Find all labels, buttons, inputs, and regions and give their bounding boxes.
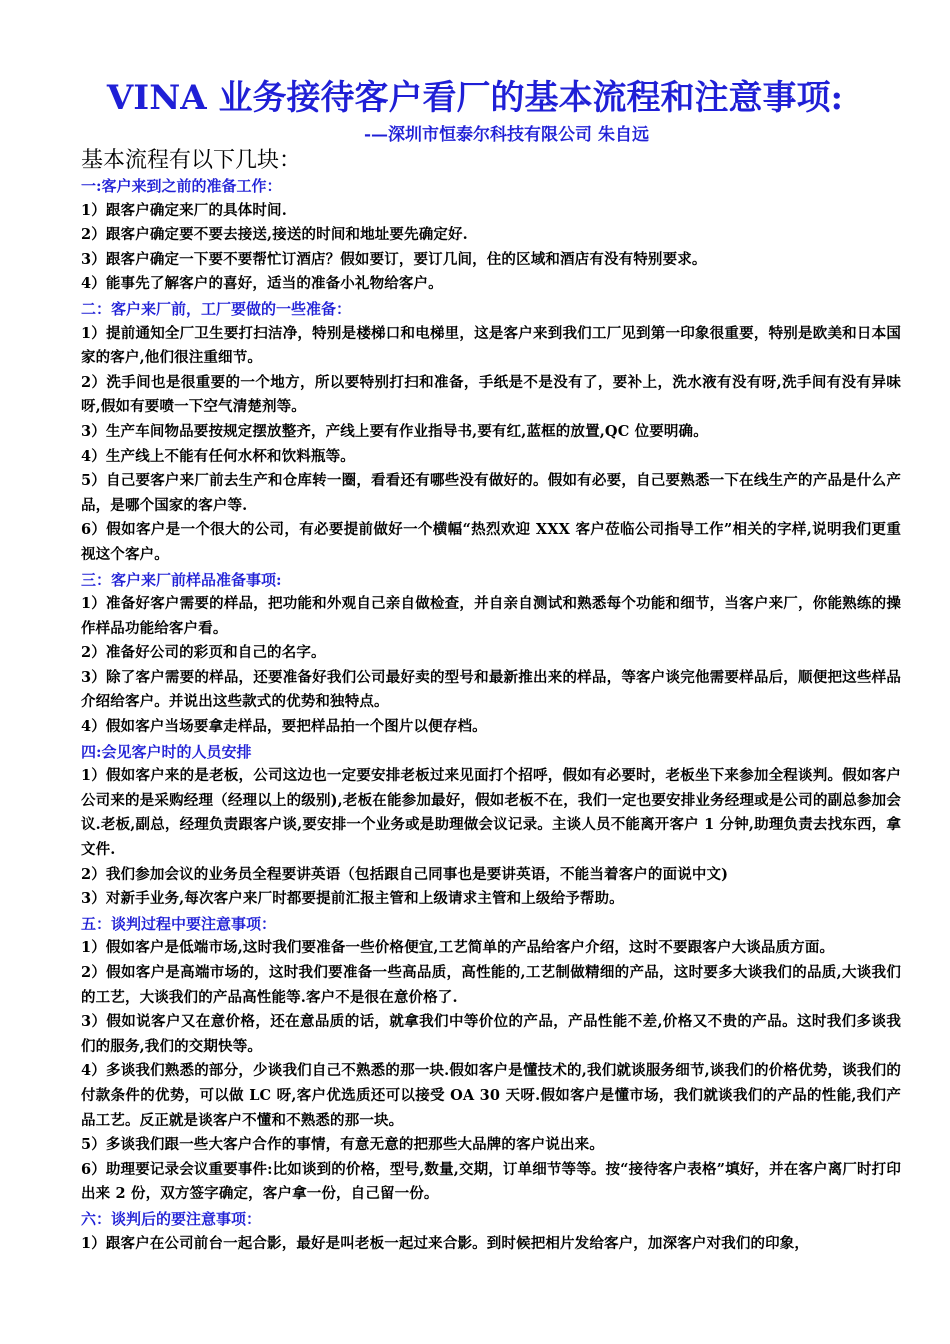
list-item: 3）假如说客户又在意价格，还在意品质的话，就拿我们中等价位的产品，产品性能不差,价格又不贵的产品。这时我们多谈我们的服务,我们的交期快等。: [81, 1013, 901, 1055]
document-body: [81, 174, 901, 1256]
list-item: 2）准备好公司的彩页和自己的名字。: [81, 644, 326, 662]
section-title: 六：谈判后的要注意事项：: [81, 1209, 262, 1228]
main-heading: 基本流程有以下几块：: [81, 148, 302, 173]
list-item: 4）多谈我们熟悉的部分，少谈我们自己不熟悉的那一块.假如客户是懂技术的,我们就谈服务细节,谈我们的价格优势，谈我们的付款条件的优势，可以做 LC 呀,客户优选质还可以接受 OA 30 天呀.假如客户是懂市场，我们就谈我们的产品的性能,我们产品工艺。反正就是谈客户不懂和不熟悉的那一块。: [81, 1062, 901, 1129]
list-item: 4）生产线上不能有任何水杯和饮料瓶等。: [81, 447, 355, 465]
list-item: 6）助理要记录会议重要事件:比如谈到的价格，型号,数量,交期，订单细节等等。按“接待客户表格”填好，并在客户离厂时打印出来 2 份，双方签字确定，客户拿一份，自己留一份。: [81, 1160, 901, 1203]
list-item: 2）假如客户是高端市场的，这时我们要准备一些高品质，高性能的,工艺制做精细的产品，这时要多大谈我们的品质,大谈我们的工艺，大谈我们的产品高性能等.客户不是很在意价格了.: [81, 964, 901, 1006]
section-title: 五：谈判过程中要注意事项：: [81, 914, 277, 933]
list-item: 1）提前通知全厂卫生要打扫洁净，特别是楼梯口和电梯里，这是客户来到我们工厂见到第一印象很重要，特别是欧美和日本国家的客户,他们很注重细节。: [81, 324, 901, 367]
section-2: [81, 297, 901, 568]
section-6: [81, 1207, 901, 1256]
list-item: 1）假如客户是低端市场,这时我们要准备一些价格便宜,工艺简单的产品给客户介绍，这时不要跟客户大谈品质方面。: [81, 939, 835, 957]
list-item: 2）跟客户确定要不要去接送,接送的时间和地址要先确定好.: [81, 226, 468, 244]
list-item: 3）除了客户需要的样品，还要准备好我们公司最好卖的型号和最新推出来的样品，等客户谈完他需要样品后，顺便把这些样品介绍给客户。并说出这些款式的优势和独特点。: [81, 668, 901, 711]
list-item: 1）假如客户来的是老板，公司这边也一定要安排老板过来见面打个招呼，假如有必要时，老板坐下来参加全程谈判。假如客户公司来的是采购经理（经理以上的级别),老板在能参加最好，假如老板不在，我们一定也要安排业务经理或是公司的副总参加会议.老板,副总，经理负责跟客户谈,要安排一个业务或是助理做会议记录。主谈人员不能离开客户 1 分钟,助理负责去找东西，拿文件.: [81, 767, 901, 859]
section-5: [81, 912, 901, 1207]
document-subtitle: -—深圳市恒泰尔科技有限公司 朱自远: [364, 125, 649, 145]
list-item: 3）对新手业务,每次客户来厂时都要提前汇报主管和上级请求主管和上级给予帮助。: [81, 890, 624, 908]
section-title: 四:会见客户时的人员安排: [81, 742, 252, 761]
section-1: [81, 174, 901, 297]
section-4: [81, 740, 901, 912]
list-item: 5）多谈我们跟一些大客户合作的事情，有意无意的把那些大品牌的客户说出来。: [81, 1136, 604, 1154]
list-item: 2）我们参加会议的业务员全程要讲英语（包括跟自己同事也是要讲英语，不能当着客户的面说中文): [81, 865, 729, 883]
list-item: 1）跟客户确定来厂的具体时间.: [81, 201, 287, 219]
document-title: VINA 业务接待客户看厂的基本流程和注意事项:: [106, 78, 844, 118]
list-item: 4）能事先了解客户的喜好，适当的准备小礼物给客户。: [81, 275, 443, 293]
section-title: 二：客户来厂前，工厂要做的一些准备：: [81, 299, 352, 318]
list-item: 1）准备好客户需要的样品，把功能和外观自己亲自做检查，并自亲自测试和熟悉每个功能和细节，当客户来厂，你能熟练的操作样品功能给客户看。: [81, 595, 901, 637]
list-item: 4）假如客户当场要拿走样品，要把样品拍一个图片以便存档。: [81, 718, 487, 736]
section-3: [81, 568, 901, 740]
list-item: 3）生产车间物品要按规定摆放整齐，产线上要有作业指导书,要有红,蓝框的放置,QC 位要明确。: [81, 422, 708, 440]
list-item: 1）跟客户在公司前台一起合影，最好是叫老板一起过来合影。到时候把相片发给客户，加深客户对我们的印象，: [81, 1234, 810, 1252]
section-title: 一:客户来到之前的准备工作：: [81, 177, 282, 195]
list-item: 3）跟客户确定一下要不要帮忙订酒店？假如要订，要订几间，住的区域和酒店有没有特别要求。: [81, 250, 707, 268]
section-title: 三：客户来厂前样品准备事项:: [81, 570, 282, 589]
list-item: 6）假如客户是一个很大的公司，有必要提前做好一个横幅“热烈欢迎 XXX 客户莅临公司指导工作”相关的字样,说明我们更重视这个客户。: [81, 521, 901, 563]
list-item: 2）洗手间也是很重要的一个地方，所以要特别打扫和准备，手纸是不是没有了，要补上，洗水液有没有呀,洗手间有没有异味呀,假如有要喷一下空气清楚剂等。: [81, 373, 901, 416]
list-item: 5）自己要客户来厂前去生产和仓库转一圈，看看还有哪些没有做好的。假如有必要，自己要熟悉一下在线生产的产品是什么产品，是哪个国家的客户等.: [81, 472, 901, 514]
